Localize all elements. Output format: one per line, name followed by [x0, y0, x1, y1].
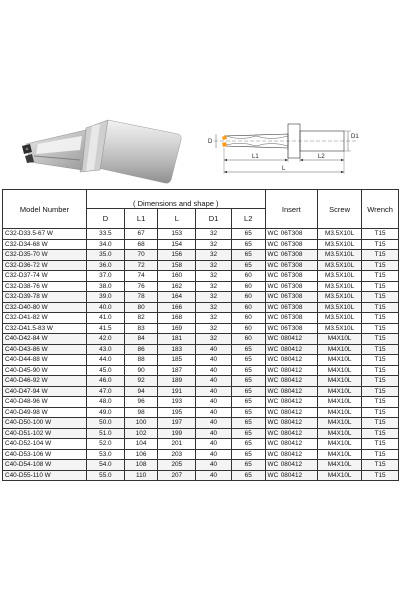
cell-l2: 65	[231, 407, 265, 418]
cell-screw: M3.5X10L	[318, 323, 362, 334]
cell-insert-prefix: WC	[265, 271, 280, 282]
cell-screw: M3.5X10L	[318, 302, 362, 313]
cell-l1: 74	[124, 271, 158, 282]
cell-model: C40-D55-110 W	[3, 470, 87, 481]
cell-d: 41.0	[87, 313, 125, 324]
cell-d1: 32	[196, 313, 232, 324]
cell-d1: 32	[196, 323, 232, 334]
table-row	[3, 229, 399, 240]
cell-d: 49.0	[87, 407, 125, 418]
spec-table	[2, 189, 399, 481]
cell-screw: M3.5X10L	[318, 260, 362, 271]
cell-insert-prefix: WC	[265, 281, 280, 292]
cell-l1: 102	[124, 428, 158, 439]
cell-d: 41.5	[87, 323, 125, 334]
cell-l2: 65	[231, 449, 265, 460]
cell-l2: 65	[231, 229, 265, 240]
cell-screw: M4X10L	[318, 344, 362, 355]
cell-l2: 65	[231, 470, 265, 481]
cell-screw: M4X10L	[318, 407, 362, 418]
cell-model: C40-D50-100 W	[3, 418, 87, 429]
cell-insert: 06T308	[280, 281, 318, 292]
cell-insert-prefix: WC	[265, 302, 280, 313]
cell-l1: 98	[124, 407, 158, 418]
cell-l2: 65	[231, 239, 265, 250]
cell-model: C32-D38-76 W	[3, 281, 87, 292]
cell-d1: 40	[196, 344, 232, 355]
cell-insert: 080412	[280, 418, 318, 429]
cell-l: 193	[158, 397, 196, 408]
cell-model: C40-D47-94 W	[3, 386, 87, 397]
cell-l1: 100	[124, 418, 158, 429]
cell-l1: 72	[124, 260, 158, 271]
cell-screw: M4X10L	[318, 470, 362, 481]
cell-l: 197	[158, 418, 196, 429]
cell-l: 181	[158, 334, 196, 345]
cell-insert: 080412	[280, 334, 318, 345]
cell-insert: 080412	[280, 439, 318, 450]
cell-screw: M4X10L	[318, 439, 362, 450]
table-row	[3, 271, 399, 282]
cell-wrench: T15	[362, 239, 399, 250]
cell-l1: 78	[124, 292, 158, 303]
cell-insert-prefix: WC	[265, 292, 280, 303]
table-row	[3, 302, 399, 313]
cell-l: 203	[158, 449, 196, 460]
cell-d1: 40	[196, 397, 232, 408]
header-insert: Insert	[265, 190, 318, 229]
cell-insert-prefix: WC	[265, 418, 280, 429]
table-row	[3, 313, 399, 324]
cell-l: 205	[158, 460, 196, 471]
cell-l2: 65	[231, 260, 265, 271]
cell-d: 36.0	[87, 260, 125, 271]
cell-insert-prefix: WC	[265, 386, 280, 397]
cell-d: 45.0	[87, 365, 125, 376]
cell-insert: 06T308	[280, 239, 318, 250]
cell-wrench: T15	[362, 376, 399, 387]
cell-wrench: T15	[362, 323, 399, 334]
cell-l: 191	[158, 386, 196, 397]
cell-l2: 60	[231, 334, 265, 345]
table-row	[3, 355, 399, 366]
cell-l: 156	[158, 250, 196, 261]
table-row	[3, 407, 399, 418]
drawing-label-d1: D1	[351, 134, 359, 140]
cell-d: 33.5	[87, 229, 125, 240]
cell-l: 153	[158, 229, 196, 240]
table-row	[3, 439, 399, 450]
cell-l2: 60	[231, 271, 265, 282]
cell-screw: M4X10L	[318, 376, 362, 387]
cell-model: C40-D46-92 W	[3, 376, 87, 387]
cell-insert: 080412	[280, 365, 318, 376]
cell-l: 160	[158, 271, 196, 282]
cell-model: C40-D45-90 W	[3, 365, 87, 376]
cell-d1: 32	[196, 281, 232, 292]
cell-wrench: T15	[362, 460, 399, 471]
cell-insert: 06T308	[280, 292, 318, 303]
cell-l: 189	[158, 376, 196, 387]
cell-d: 34.0	[87, 239, 125, 250]
cell-d: 55.0	[87, 470, 125, 481]
cell-wrench: T15	[362, 470, 399, 481]
header-dimensions: ( Dimensions and shape )	[87, 190, 266, 209]
cell-insert-prefix: WC	[265, 428, 280, 439]
cell-insert: 080412	[280, 407, 318, 418]
cell-l1: 67	[124, 229, 158, 240]
cell-wrench: T15	[362, 313, 399, 324]
table-row	[3, 260, 399, 271]
cell-l: 185	[158, 355, 196, 366]
cell-insert: 080412	[280, 460, 318, 471]
cell-l: 183	[158, 344, 196, 355]
cell-insert: 080412	[280, 428, 318, 439]
cell-d: 52.0	[87, 439, 125, 450]
cell-wrench: T15	[362, 397, 399, 408]
cell-screw: M3.5X10L	[318, 281, 362, 292]
cell-screw: M4X10L	[318, 397, 362, 408]
cell-insert: 06T308	[280, 250, 318, 261]
header-l1: L1	[124, 209, 158, 229]
cell-d1: 32	[196, 302, 232, 313]
cell-d1: 40	[196, 428, 232, 439]
cell-model: C32-D37-74 W	[3, 271, 87, 282]
cell-l2: 65	[231, 460, 265, 471]
table-row	[3, 344, 399, 355]
cell-d: 50.0	[87, 418, 125, 429]
cell-l2: 65	[231, 250, 265, 261]
cell-insert: 080412	[280, 355, 318, 366]
cell-l1: 83	[124, 323, 158, 334]
cell-l2: 65	[231, 397, 265, 408]
cell-wrench: T15	[362, 292, 399, 303]
cell-d: 38.0	[87, 281, 125, 292]
table-row	[3, 334, 399, 345]
cell-l1: 92	[124, 376, 158, 387]
cell-d1: 40	[196, 365, 232, 376]
cell-model: C40-D53-106 W	[3, 449, 87, 460]
table-row	[3, 470, 399, 481]
cell-model: C40-D51-102 W	[3, 428, 87, 439]
cell-d: 40.0	[87, 302, 125, 313]
cell-insert-prefix: WC	[265, 470, 280, 481]
header-l: L	[158, 209, 196, 229]
cell-l2: 65	[231, 418, 265, 429]
cell-l: 158	[158, 260, 196, 271]
cell-screw: M4X10L	[318, 386, 362, 397]
cell-model: C32-D33.5-67 W	[3, 229, 87, 240]
cell-l1: 90	[124, 365, 158, 376]
cell-l2: 65	[231, 355, 265, 366]
table-row	[3, 323, 399, 334]
cell-d: 35.0	[87, 250, 125, 261]
cell-l: 164	[158, 292, 196, 303]
cell-wrench: T15	[362, 407, 399, 418]
cell-d1: 40	[196, 470, 232, 481]
cell-insert: 06T308	[280, 323, 318, 334]
cell-model: C40-D42-84 W	[3, 334, 87, 345]
cell-wrench: T15	[362, 302, 399, 313]
cell-screw: M3.5X10L	[318, 292, 362, 303]
cell-screw: M3.5X10L	[318, 250, 362, 261]
cell-model: C40-D49-98 W	[3, 407, 87, 418]
cell-screw: M4X10L	[318, 460, 362, 471]
cell-model: C32-D40-80 W	[3, 302, 87, 313]
cell-d1: 32	[196, 271, 232, 282]
cell-d1: 32	[196, 260, 232, 271]
cell-l1: 108	[124, 460, 158, 471]
cell-insert-prefix: WC	[265, 439, 280, 450]
cell-wrench: T15	[362, 260, 399, 271]
cell-insert-prefix: WC	[265, 449, 280, 460]
cell-d1: 32	[196, 292, 232, 303]
cell-l: 168	[158, 313, 196, 324]
cell-insert-prefix: WC	[265, 376, 280, 387]
cell-wrench: T15	[362, 439, 399, 450]
dimension-drawing	[196, 114, 396, 189]
cell-l1: 76	[124, 281, 158, 292]
cell-d1: 40	[196, 460, 232, 471]
cell-model: C40-D43-86 W	[3, 344, 87, 355]
header-l2: L2	[231, 209, 265, 229]
cell-wrench: T15	[362, 365, 399, 376]
cell-l2: 65	[231, 428, 265, 439]
spec-table-body	[3, 229, 399, 481]
cell-l2: 60	[231, 323, 265, 334]
cell-l1: 88	[124, 355, 158, 366]
cell-insert-prefix: WC	[265, 407, 280, 418]
cell-insert: 080412	[280, 376, 318, 387]
cell-l1: 70	[124, 250, 158, 261]
cell-d1: 32	[196, 250, 232, 261]
cell-d: 37.0	[87, 271, 125, 282]
cell-wrench: T15	[362, 344, 399, 355]
header-screw: Screw	[318, 190, 362, 229]
cell-d1: 32	[196, 229, 232, 240]
cell-l2: 60	[231, 292, 265, 303]
table-row	[3, 397, 399, 408]
cell-wrench: T15	[362, 281, 399, 292]
cell-screw: M4X10L	[318, 418, 362, 429]
cell-d1: 40	[196, 376, 232, 387]
cell-l2: 65	[231, 376, 265, 387]
cell-screw: M4X10L	[318, 449, 362, 460]
cell-d1: 40	[196, 386, 232, 397]
cell-model: C32-D35-70 W	[3, 250, 87, 261]
cell-wrench: T15	[362, 355, 399, 366]
cell-insert-prefix: WC	[265, 313, 280, 324]
cell-wrench: T15	[362, 386, 399, 397]
cell-l1: 68	[124, 239, 158, 250]
cell-l2: 60	[231, 281, 265, 292]
cell-d1: 40	[196, 418, 232, 429]
cell-insert: 080412	[280, 397, 318, 408]
cell-insert-prefix: WC	[265, 229, 280, 240]
cell-insert: 06T308	[280, 260, 318, 271]
table-row	[3, 386, 399, 397]
cell-insert: 06T308	[280, 313, 318, 324]
cell-l1: 94	[124, 386, 158, 397]
cell-wrench: T15	[362, 250, 399, 261]
table-row	[3, 292, 399, 303]
cell-insert: 06T308	[280, 271, 318, 282]
cell-d: 39.0	[87, 292, 125, 303]
cell-wrench: T15	[362, 428, 399, 439]
cell-insert-prefix: WC	[265, 334, 280, 345]
cell-l: 195	[158, 407, 196, 418]
cell-screw: M3.5X10L	[318, 271, 362, 282]
table-row	[3, 460, 399, 471]
cell-d1: 32	[196, 334, 232, 345]
table-row	[3, 239, 399, 250]
cell-screw: M3.5X10L	[318, 313, 362, 324]
cell-d1: 40	[196, 355, 232, 366]
table-row	[3, 281, 399, 292]
cell-l2: 65	[231, 439, 265, 450]
cell-l2: 60	[231, 302, 265, 313]
cell-l: 207	[158, 470, 196, 481]
cell-screw: M4X10L	[318, 428, 362, 439]
cell-model: C32-D41-82 W	[3, 313, 87, 324]
header-d1: D1	[196, 209, 232, 229]
cell-insert-prefix: WC	[265, 260, 280, 271]
cell-l1: 110	[124, 470, 158, 481]
cell-wrench: T15	[362, 449, 399, 460]
cell-model: C40-D52-104 W	[3, 439, 87, 450]
cell-wrench: T15	[362, 229, 399, 240]
cell-insert: 080412	[280, 386, 318, 397]
cell-d: 44.0	[87, 355, 125, 366]
cell-insert: 080412	[280, 470, 318, 481]
cell-model: C32-D34-68 W	[3, 239, 87, 250]
cell-d1: 40	[196, 439, 232, 450]
cell-insert-prefix: WC	[265, 250, 280, 261]
drawing-label-l2: L2	[318, 154, 325, 160]
cell-screw: M3.5X10L	[318, 229, 362, 240]
cell-model: C32-D41.5-83 W	[3, 323, 87, 334]
cell-wrench: T15	[362, 418, 399, 429]
cell-model: C32-D36-72 W	[3, 260, 87, 271]
cell-l: 187	[158, 365, 196, 376]
cell-l1: 86	[124, 344, 158, 355]
cell-l2: 60	[231, 313, 265, 324]
cell-l2: 65	[231, 365, 265, 376]
cell-d: 43.0	[87, 344, 125, 355]
header-wrench: Wrench	[362, 190, 399, 229]
table-row	[3, 250, 399, 261]
cell-d1: 40	[196, 407, 232, 418]
header-d: D	[87, 209, 125, 229]
cell-l1: 84	[124, 334, 158, 345]
cell-insert-prefix: WC	[265, 397, 280, 408]
drill-photo	[8, 110, 186, 190]
cell-l1: 80	[124, 302, 158, 313]
table-row	[3, 449, 399, 460]
cell-l1: 96	[124, 397, 158, 408]
cell-l1: 106	[124, 449, 158, 460]
cell-d1: 40	[196, 449, 232, 460]
cell-d: 51.0	[87, 428, 125, 439]
cell-d: 47.0	[87, 386, 125, 397]
cell-l: 166	[158, 302, 196, 313]
table-row	[3, 418, 399, 429]
header-model: Model Number	[3, 190, 87, 229]
drawing-label-l: L	[282, 166, 286, 172]
table-row	[3, 365, 399, 376]
cell-d: 42.0	[87, 334, 125, 345]
cell-l: 201	[158, 439, 196, 450]
table-row	[3, 428, 399, 439]
cell-screw: M4X10L	[318, 334, 362, 345]
cell-l: 199	[158, 428, 196, 439]
cell-insert-prefix: WC	[265, 323, 280, 334]
cell-l2: 65	[231, 344, 265, 355]
cell-d: 48.0	[87, 397, 125, 408]
cell-d: 53.0	[87, 449, 125, 460]
cell-l: 154	[158, 239, 196, 250]
cell-d1: 32	[196, 239, 232, 250]
cell-insert: 06T308	[280, 302, 318, 313]
cell-insert-prefix: WC	[265, 344, 280, 355]
cell-l: 169	[158, 323, 196, 334]
cell-screw: M4X10L	[318, 365, 362, 376]
cell-model: C40-D48-96 W	[3, 397, 87, 408]
cell-screw: M3.5X10L	[318, 239, 362, 250]
cell-insert: 080412	[280, 344, 318, 355]
cell-l1: 82	[124, 313, 158, 324]
cell-l: 162	[158, 281, 196, 292]
cell-insert-prefix: WC	[265, 460, 280, 471]
cell-wrench: T15	[362, 271, 399, 282]
cell-insert: 080412	[280, 449, 318, 460]
cell-d: 46.0	[87, 376, 125, 387]
drawing-label-d: D	[208, 139, 213, 145]
cell-insert-prefix: WC	[265, 355, 280, 366]
cell-insert-prefix: WC	[265, 239, 280, 250]
cell-insert: 06T308	[280, 229, 318, 240]
drawing-label-l1: L1	[252, 154, 259, 160]
cell-screw: M4X10L	[318, 355, 362, 366]
cell-model: C40-D44-88 W	[3, 355, 87, 366]
cell-l2: 65	[231, 386, 265, 397]
cell-l1: 104	[124, 439, 158, 450]
cell-wrench: T15	[362, 334, 399, 345]
cell-insert-prefix: WC	[265, 365, 280, 376]
table-row	[3, 376, 399, 387]
cell-d: 54.0	[87, 460, 125, 471]
cell-model: C40-D54-108 W	[3, 460, 87, 471]
cell-model: C32-D39-78 W	[3, 292, 87, 303]
